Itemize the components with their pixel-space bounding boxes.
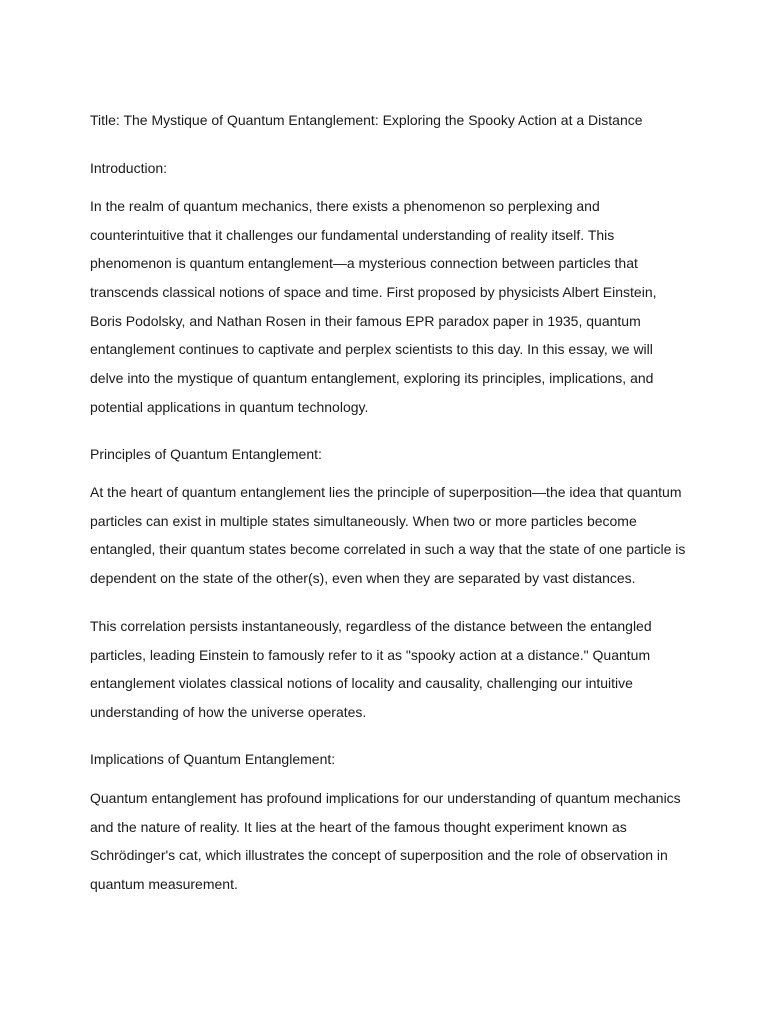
introduction-paragraph <box>90 192 690 422</box>
introduction-heading: Introduction: <box>90 160 168 176</box>
principles-paragraph-2 <box>90 612 690 727</box>
paragraph-line: dependent on the state of the other(s), even when they are separated by vast distances. <box>90 570 636 587</box>
paragraph-line: delve into the mystique of quantum entanglement, exploring its principles, implications, and <box>90 370 654 387</box>
paragraph-line: entanglement continues to captivate and perplex scientists to this day. In this essay, we will <box>90 341 653 358</box>
paragraph-line: potential applications in quantum technology. <box>90 398 369 415</box>
principles-heading: Principles of Quantum Entanglement: <box>90 446 322 462</box>
paragraph-line: transcends classical notions of space and time. First proposed by physicists Albert Einstein, <box>90 284 657 301</box>
paragraph-line: Boris Podolsky, and Nathan Rosen in their famous EPR paradox paper in 1935, quantum <box>90 312 641 329</box>
paragraph-line: quantum measurement. <box>90 876 238 893</box>
implications-heading: Implications of Quantum Entanglement: <box>90 751 336 767</box>
paragraph-line: In the realm of quantum mechanics, there exists a phenomenon so perplexing and <box>90 198 600 214</box>
paragraph-line: entanglement violates classical notions of locality and causality, challenging our intuitive <box>90 675 633 692</box>
paragraph-line: counterintuitive that it challenges our fundamental understanding of reality itself. This <box>90 226 615 243</box>
paragraph-line: This correlation persists instantaneously, regardless of the distance between the entangled <box>90 618 652 634</box>
implications-paragraph-1 <box>90 784 690 899</box>
paragraph-line: particles can exist in multiple states simultaneously. When two or more particles become <box>90 512 637 529</box>
paragraph-line: understanding of how the universe operates. <box>90 704 367 721</box>
paragraph-line: particles, leading Einstein to famously refer to it as "spooky action at a distance." Quantum <box>90 646 651 663</box>
paragraph-line: Schrödinger's cat, which illustrates the concept of superposition and the role of observation in <box>90 847 668 864</box>
paragraph-line: and the nature of reality. It lies at the heart of the famous thought experiment known as <box>90 818 627 835</box>
principles-paragraph-1 <box>90 478 690 593</box>
paragraph-line: At the heart of quantum entanglement lies the principle of superposition—the idea that quantum <box>90 484 682 500</box>
paragraph-line: Quantum entanglement has profound implications for our understanding of quantum mechanics <box>90 790 681 806</box>
paragraph-line: entangled, their quantum states become correlated in such a way that the state of one particle is <box>90 541 686 558</box>
document-title: Title: The Mystique of Quantum Entanglement: Exploring the Spooky Action at a Distance <box>90 112 643 128</box>
paragraph-line: phenomenon is quantum entanglement—a mysterious connection between particles that <box>90 255 638 272</box>
